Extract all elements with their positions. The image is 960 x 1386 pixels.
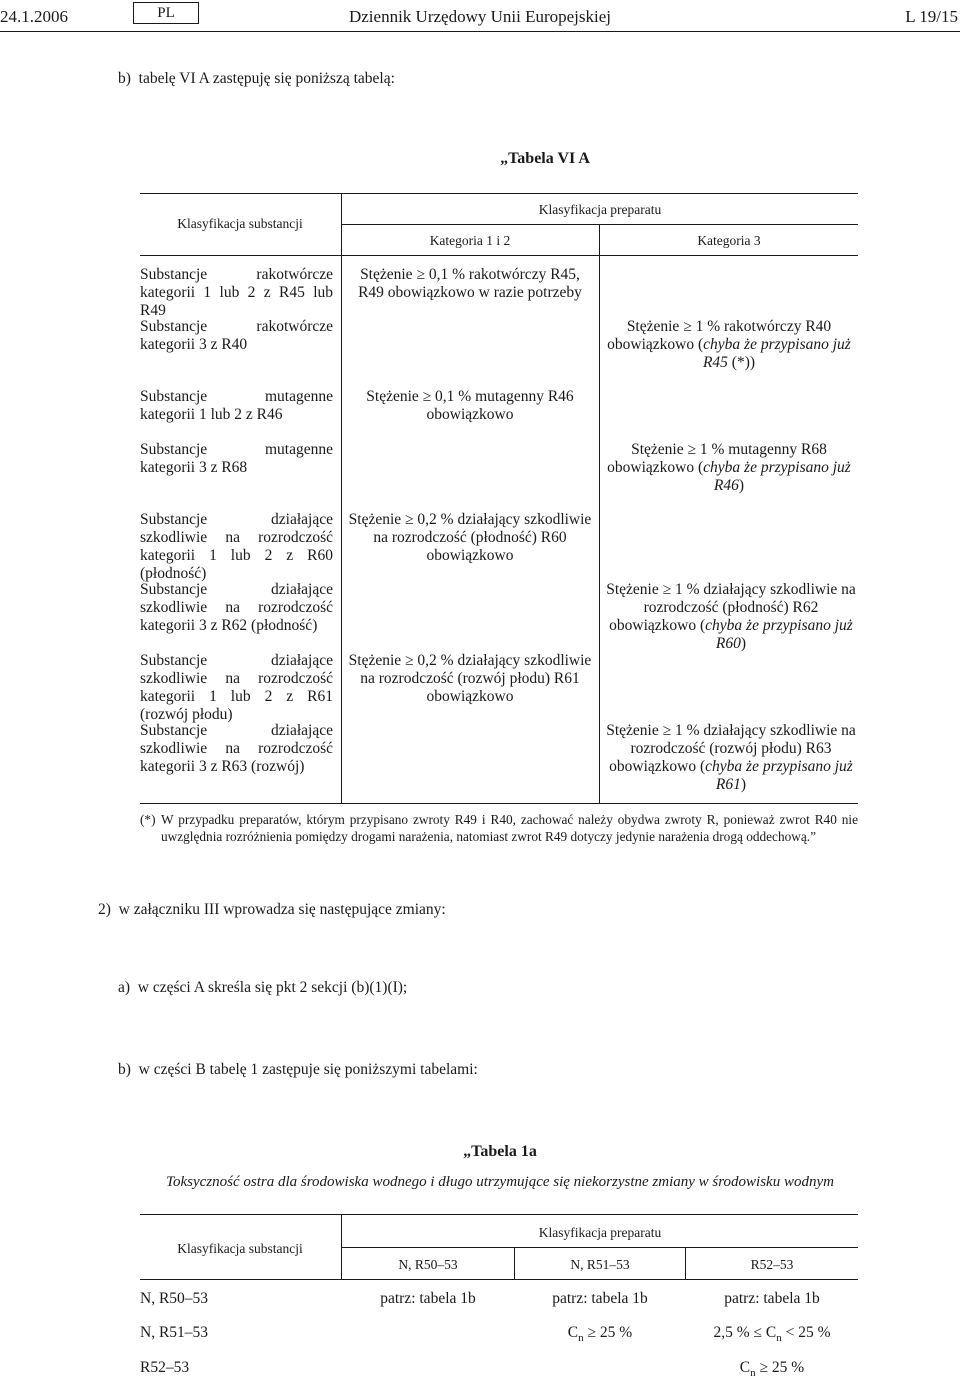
table-6a-col-divider-1 bbox=[341, 193, 342, 803]
table-1a-header-col2: N, R51–53 bbox=[570, 1257, 630, 1272]
row3-col3-symbol: C bbox=[739, 1359, 751, 1376]
header-date: 24.1.2006 bbox=[0, 7, 68, 26]
table-1a-subtitle: Toksyczność ostra dla środowiska wodnego i długo utrzymujące się niekorzystne zmiany w środowisku wodnym bbox=[166, 1174, 834, 1190]
table-6a-top-rule bbox=[140, 193, 858, 194]
table-1a-header-col1: N, R50–53 bbox=[398, 1257, 458, 1272]
table-6a-header-mid-rule bbox=[342, 224, 858, 225]
table-1a-row1-col1: patrz: tabela 1b bbox=[380, 1290, 476, 1307]
table-1a-row2-col3 bbox=[686, 1324, 858, 1347]
table-6a-row7-substance: Substancje działające szkodliwie na rozrodczość kategorii 1 lub 2 z R61 (rozwój płodu) bbox=[140, 652, 333, 723]
table-6a-footnote-text: W przypadku preparatów, którym przypisano zwroty R49 i R40, zachować należy obydwa zwroty R, ponieważ zwrot R40 nie uwzględnia rozróżnienia pomiędzy drogami narażenia, natomiast zwrot R49 dotyczy jedynie narażenia drogą oddechową.” bbox=[161, 812, 858, 844]
table-6a-header-cat3: Kategoria 3 bbox=[697, 233, 761, 248]
table-1a-row3-col3 bbox=[686, 1359, 858, 1382]
table-6a-row4-cat3 bbox=[604, 441, 854, 495]
table-6a-title: „Tabela VI A bbox=[500, 150, 590, 167]
page-header bbox=[0, 2, 960, 32]
table-1a-row2-label: N, R51–53 bbox=[140, 1324, 209, 1341]
paragraph-b-table6a-intro: b) tabelę VI A zastępuję się poniższą tabelą: bbox=[118, 70, 395, 87]
table-6a-row6-substance: Substancje działające szkodliwie na rozrodczość kategorii 3 z R62 (płodność) bbox=[140, 581, 333, 634]
table-6a-row1-cat12: Stężenie ≥ 0,1 % rakotwórczy R45, R49 obowiązkowo w razie potrzeby bbox=[358, 266, 582, 301]
table-1a-header-mid-rule bbox=[342, 1247, 858, 1248]
table-6a-header-preparation: Klasyfikacja preparatu bbox=[538, 202, 662, 217]
item-2-annex-iii: 2) w załączniku III wprowadza się następujące zmiany: bbox=[98, 901, 446, 918]
table-1a-title: „Tabela 1a bbox=[463, 1143, 537, 1160]
table-1a-row2-col2 bbox=[515, 1324, 685, 1347]
table-6a-row1-substance: Substancje rakotwórcze kategorii 1 lub 2 z R45 lub R49 bbox=[140, 266, 333, 319]
row8-cat3-italic: chyba że przypisano już R61 bbox=[705, 758, 853, 793]
row3-col3-subscript: n bbox=[750, 1367, 756, 1380]
row4-cat3-text: Stężenie ≥ 1 % mutagenny R68 obowiązkowo ( bbox=[607, 441, 827, 476]
table-6a-row4-substance: Substancje mutagenne kategorii 3 z R68 bbox=[140, 441, 333, 476]
table-1a-header-bottom-rule bbox=[140, 1279, 858, 1280]
table-6a-row5-substance: Substancje działające szkodliwie na rozrodczość kategorii 1 lub 2 z R60 (płodność) bbox=[140, 511, 333, 582]
row2-col2-symbol: C bbox=[567, 1324, 579, 1341]
item-a-part-a: a) w części A skreśla się pkt 2 sekcji (b)(1)(I); bbox=[118, 979, 408, 996]
row4-cat3-italic: chyba że przypisano już R46 bbox=[703, 459, 851, 494]
table-6a-row7-cat12: Stężenie ≥ 0,2 % działający szkodliwie na rozrodczość (rozwój płodu) R61 obowiązkowo bbox=[348, 652, 592, 705]
table-6a-row8-substance: Substancje działające szkodliwie na rozrodczość kategorii 3 z R63 (rozwój) bbox=[140, 722, 333, 775]
header-page-number: L 19/15 bbox=[905, 7, 958, 26]
row6-cat3-text: Stężenie ≥ 1 % działający szkodliwie na rozrodczość (płodność) R62 obowiązkowo ( bbox=[606, 581, 856, 634]
table-6a-row3-substance: Substancje mutagenne kategorii 1 lub 2 z R46 bbox=[140, 388, 333, 423]
table-6a-header-substance: Klasyfikacja substancji bbox=[177, 216, 303, 231]
row2-col3-value: < 25 % bbox=[781, 1324, 831, 1341]
row2-col3-subscript: n bbox=[776, 1332, 782, 1345]
row6-cat3-tail: ) bbox=[740, 635, 747, 652]
table-1a-header-preparation: Klasyfikacja preparatu bbox=[538, 1225, 662, 1240]
row2-cat3-text: Stężenie ≥ 1 % rakotwórczy R40 obowiązkowo ( bbox=[607, 318, 832, 353]
table-1a-header-col3: R52–53 bbox=[750, 1257, 794, 1272]
table-6a-row8-cat3 bbox=[604, 722, 858, 794]
row8-cat3-text: Stężenie ≥ 1 % działający szkodliwie na rozrodczość (rozwój płodu) R63 obowiązkowo ( bbox=[606, 722, 856, 775]
row8-cat3-tail: ) bbox=[740, 776, 747, 793]
row2-cat3-tail: (*)) bbox=[727, 354, 756, 371]
row2-col2-value: ≥ 25 % bbox=[583, 1324, 633, 1341]
table-6a-col-divider-2 bbox=[599, 224, 600, 803]
table-6a-row3-cat12: Stężenie ≥ 0,1 % mutagenny R46 obowiązkowo bbox=[366, 388, 574, 423]
table-1a-row3-label: R52–53 bbox=[140, 1359, 190, 1376]
header-rule bbox=[0, 31, 960, 32]
row2-col3-symbol: 2,5 % ≤ C bbox=[713, 1324, 777, 1341]
table-6a-header-bottom-rule bbox=[140, 255, 858, 256]
row2-col2-subscript: n bbox=[578, 1332, 584, 1345]
table-1a-row1-col3: patrz: tabela 1b bbox=[724, 1290, 820, 1307]
row3-col3-value: ≥ 25 % bbox=[755, 1359, 805, 1376]
table-1a-header-substance: Klasyfikacja substancji bbox=[177, 1241, 303, 1256]
table-6a-row5-cat12: Stężenie ≥ 0,2 % działający szkodliwie na rozrodczość (płodność) R60 obowiązkowo bbox=[348, 511, 592, 564]
table-6a-row6-cat3 bbox=[604, 581, 858, 653]
table-6a-footnote-mark: (*) bbox=[140, 812, 156, 827]
table-6a-bottom-rule bbox=[140, 803, 858, 804]
item-b-part-b: b) w części B tabelę 1 zastępuje się poniższymi tabelami: bbox=[118, 1061, 478, 1078]
row2-cat3-italic: chyba że przypisano już R45 bbox=[702, 336, 851, 371]
header-journal-title: Dziennik Urzędowy Unii Europejskiej bbox=[348, 7, 611, 26]
table-6a-header-cat12: Kategoria 1 i 2 bbox=[429, 233, 511, 248]
table-1a-top-rule bbox=[140, 1214, 858, 1215]
table-6a-row2-substance: Substancje rakotwórcze kategorii 3 z R40 bbox=[140, 318, 333, 353]
header-language-box: PL bbox=[133, 2, 199, 24]
table-1a-row1-col2: patrz: tabela 1b bbox=[552, 1290, 648, 1307]
table-1a-row1-label: N, R50–53 bbox=[140, 1290, 209, 1307]
table-6a-row2-cat3 bbox=[604, 318, 854, 372]
row6-cat3-italic: chyba że przypisano już R60 bbox=[705, 617, 853, 652]
row4-cat3-tail: ) bbox=[738, 477, 745, 494]
